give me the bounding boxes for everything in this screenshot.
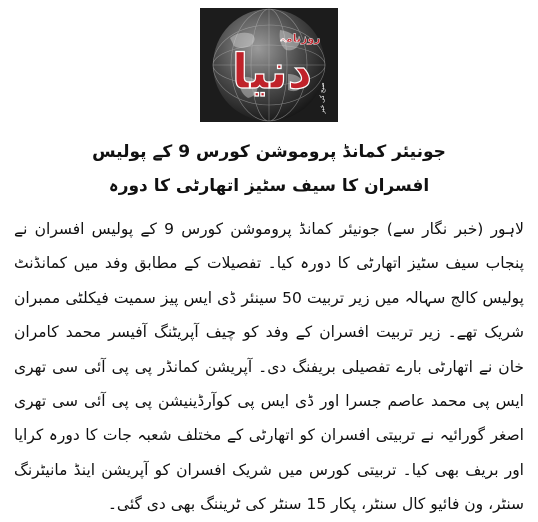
logo-tagline-side: صبح کی خبر <box>319 82 326 114</box>
article-body <box>14 212 524 522</box>
globe-icon <box>200 8 338 122</box>
logo-wordmark: دنیا <box>231 44 313 100</box>
article-dateline: لاہور (خبر نگار سے) <box>386 220 524 238</box>
headline-line-2: افسران کا سیف سٹیز اتھارٹی کا دورہ <box>108 176 430 196</box>
newspaper-logo <box>200 8 338 122</box>
headline-line-1: جونیئر کمانڈ پروموشن کورس 9 کے پولیس <box>92 142 446 162</box>
article-body-text: جونیئر کمانڈ پروموشن کورس 9 کے پولیس افسران نے پنجاب سیف سٹیز اتھارٹی کا دورہ کیا۔ تفصیلات کے مطابق وفد میں کمانڈنٹ پولیس کالج سہالہ میں زیر تربیت 50 سینئر ڈی ایس پیز سمیت فیکلٹی ممبران شریک تھے۔ زیر تربیت افسران کے وفد کو چیف آپریٹنگ آفیسر محمد کامران خان نے اتھارٹی بارے تفصیلی بریفنگ دی۔ آپریشن کمانڈر پی پی آئی سی تھری ایس پی محمد عاصم جسرا اور ڈی ایس پی کوآرڈینیشن پی پی آئی سی تھری اصغر گورائیہ نے تربیتی افسران کو اتھارٹی کے مختلف شعبہ جات کا دورہ کرایا اور بریف بھی کیا۔ تربیتی کورس میں شریک افسران کو آپریشن اینڈ مانیٹرنگ سنٹر، ون فائیو کال سنٹر، پکار 15 سنٹر کی ٹریننگ بھی دی گئی۔ <box>14 220 524 514</box>
logo-tagline-top: روزنامہ <box>279 32 321 45</box>
